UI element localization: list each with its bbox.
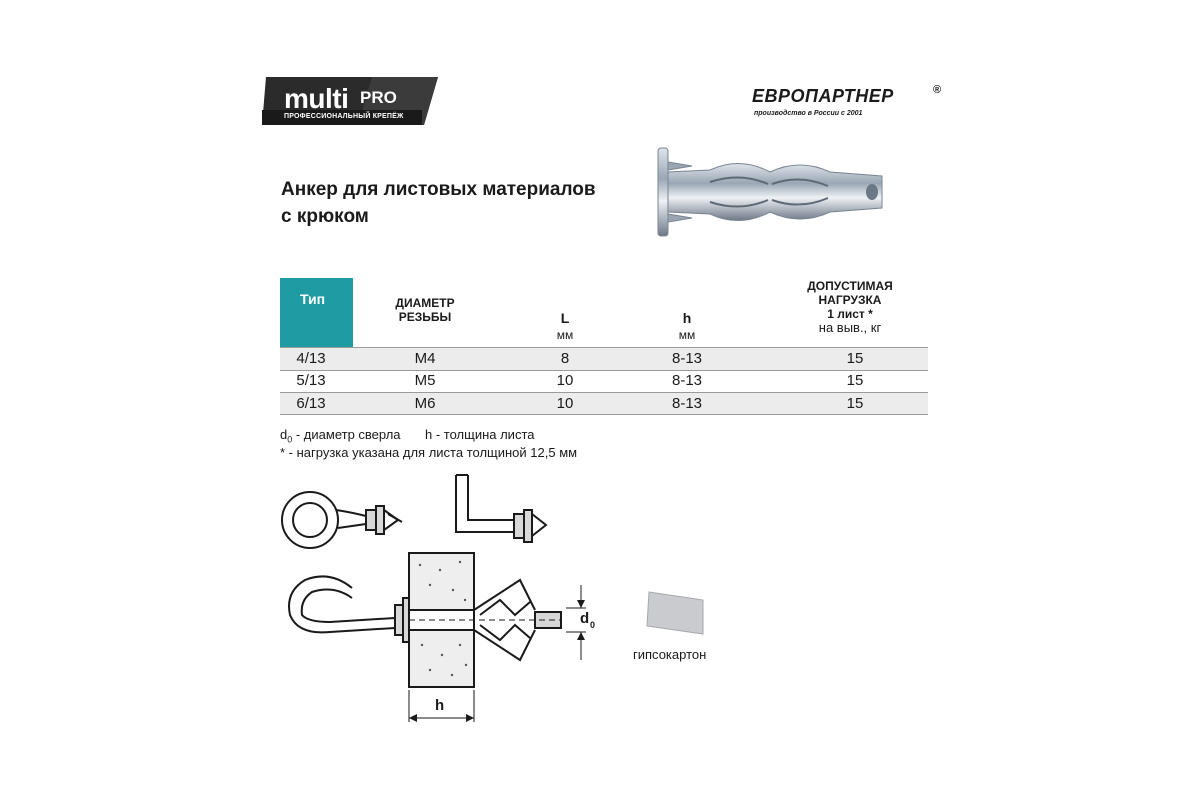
cell-type: 5/13: [296, 372, 326, 389]
eye-hook-drawing: [282, 492, 402, 548]
cell-thread: M6: [414, 395, 436, 412]
cell-load: 15: [846, 395, 864, 412]
table-divider: [280, 414, 928, 415]
cell-type: 6/13: [296, 395, 326, 412]
legend-d0-symbol: d: [280, 427, 288, 442]
logo-name: ЕВРОПАРТНЕР: [752, 86, 894, 106]
brand-subtitle: ПРОФЕССИОНАЛЬНЫЙ КРЕПЁЖ: [284, 113, 404, 120]
multipro-logo: [262, 77, 438, 125]
product-title: [281, 176, 596, 230]
d0-label-sub: 0: [590, 620, 596, 630]
gypsum-label: гипсокартон: [633, 647, 707, 662]
l-hook-drawing: [456, 475, 546, 542]
anchor-product-image: [650, 142, 895, 242]
cell-L: 10: [556, 395, 574, 412]
h-label: h: [435, 697, 445, 714]
cell-load: 15: [846, 350, 864, 367]
header-L: L: [560, 310, 570, 326]
cell-L: 8: [560, 350, 570, 367]
legend-note: * - нагрузка указана для листа толщиной 12,5 мм: [280, 445, 578, 460]
legend-d0-sub: 0: [287, 434, 293, 445]
title-line-1: Анкер для листовых материалов: [281, 179, 596, 200]
brand-multi: multi: [284, 83, 349, 114]
header-type-label: Тип: [300, 291, 326, 307]
cell-h: 8-13: [671, 372, 703, 389]
header-h-unit: мм: [678, 328, 696, 342]
cell-thread: M4: [414, 350, 436, 367]
header-thread: [380, 296, 470, 324]
title-line-2: с крюком: [281, 206, 369, 227]
header-L-unit: мм: [556, 328, 574, 342]
header-thread-line1: ДИАМЕТР: [395, 296, 455, 310]
table-divider: [280, 370, 928, 371]
open-hook-drawing: [289, 576, 409, 642]
header-load-line1: ДОПУСТИМАЯ: [807, 279, 893, 293]
header-h: h: [682, 310, 692, 326]
legend-h: h - толщина листа: [425, 427, 535, 442]
table-header-type: [280, 278, 353, 347]
legend-d0-text: - диаметр сверла: [292, 427, 401, 442]
header-load-line3: 1 лист *: [827, 307, 873, 321]
cell-h: 8-13: [671, 395, 703, 412]
header-thread-line2: РЕЗЬБЫ: [398, 310, 452, 324]
brand-pro: PRO: [360, 88, 397, 107]
gypsum-swatch: [645, 590, 705, 636]
header-load: [780, 279, 920, 335]
cell-load: 15: [846, 372, 864, 389]
logo-tagline: производство в России с 2001: [754, 110, 863, 117]
header-load-line2: НАГРУЗКА: [818, 293, 882, 307]
legend-d0: [280, 427, 401, 445]
europartner-logo: [752, 86, 952, 126]
logo-registered: ®: [933, 84, 942, 96]
cell-h: 8-13: [671, 350, 703, 367]
cell-type: 4/13: [296, 350, 326, 367]
cell-L: 10: [556, 372, 574, 389]
cell-thread: M5: [414, 372, 436, 389]
header-load-line4: на выв., кг: [818, 320, 882, 335]
d0-label: d: [580, 610, 590, 627]
